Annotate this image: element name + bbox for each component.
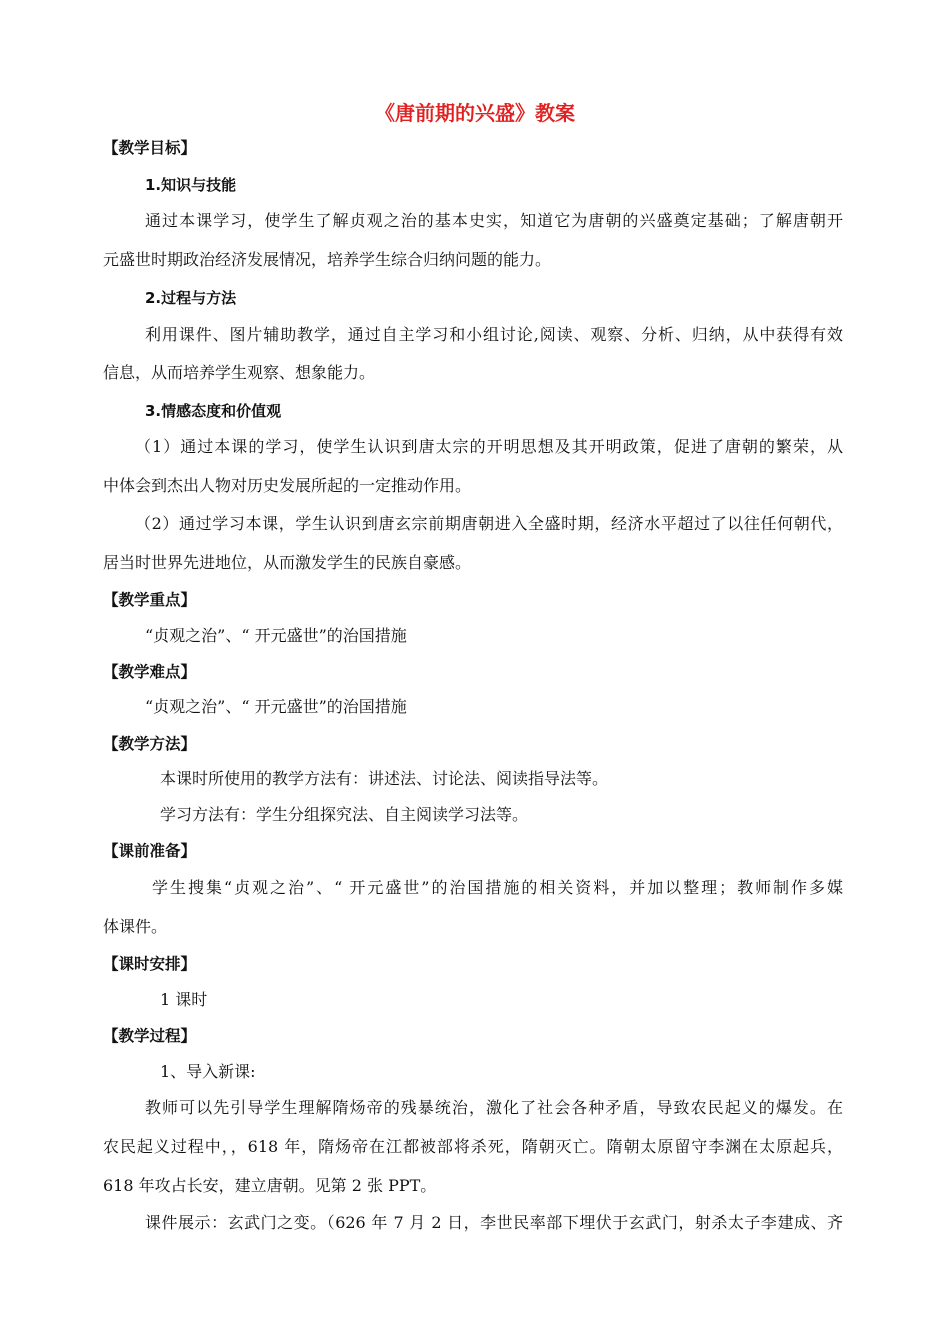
- learning-method-text: 学习方法有：学生分组探究法、自主阅读学习法等。: [160, 805, 529, 824]
- paragraph-line: 元盛世时期政治经济发展情况，培养学生综合归纳问题的能力。: [103, 250, 552, 269]
- paragraph-line: 信息，从而培养学生观察、想象能力。: [103, 363, 376, 382]
- step-import-new-lesson: 1、导入新课:: [160, 1062, 256, 1081]
- heading-preparation: 【课前准备】: [103, 842, 197, 860]
- paragraph-line: 学生搜集“贞观之治”、“ 开元盛世”的治国措施的相关资料，并加以整理；教师制作多媒: [152, 878, 843, 897]
- teaching-method-text: 本课时所使用的教学方法有：讲述法、讨论法、阅读指导法等。: [160, 769, 609, 788]
- difficult-points-text: “贞观之治”、“ 开元盛世”的治国措施: [145, 697, 407, 716]
- paragraph-line: （2）通过学习本课，学生认识到唐玄宗前期唐朝进入全盛时期，经济水平超过了以往任何朝代，: [135, 514, 843, 533]
- paragraph-line: 618 年攻占长安，建立唐朝。见第 2 张 PPT。: [103, 1176, 437, 1195]
- paragraph-line: 课件展示：玄武门之变。（626 年 7 月 2 日，李世民率部下埋伏于玄武门，射杀太子李建成、齐: [145, 1213, 843, 1232]
- subheading-knowledge-skills: 1.知识与技能: [145, 176, 237, 194]
- key-points-text: “贞观之治”、“ 开元盛世”的治国措施: [145, 626, 407, 645]
- heading-difficult-points: 【教学难点】: [103, 663, 197, 681]
- heading-teaching-method: 【教学方法】: [103, 735, 197, 753]
- schedule-text: 1 课时: [160, 990, 208, 1009]
- paragraph-line: 农民起义过程中，，618 年，隋炀帝在江都被部将杀死，隋朝灭亡。隋朝太原留守李渊在太原起兵，: [103, 1137, 843, 1156]
- paragraph-line: （1）通过本课的学习，使学生认识到唐太宗的开明思想及其开明政策，促进了唐朝的繁荣，从: [135, 437, 843, 456]
- heading-key-points: 【教学重点】: [103, 591, 197, 609]
- paragraph-line: 利用课件、图片辅助教学，通过自主学习和小组讨论,阅读、观察、分析、归纳，从中获得有效: [145, 325, 843, 344]
- paragraph-line: 教师可以先引导学生理解隋炀帝的残暴统治，激化了社会各种矛盾，导致农民起义的爆发。在: [145, 1098, 843, 1117]
- paragraph-line: 体课件。: [103, 917, 168, 936]
- heading-schedule: 【课时安排】: [103, 955, 197, 973]
- heading-teaching-process: 【教学过程】: [103, 1027, 197, 1045]
- paragraph-line: 居当时世界先进地位，从而激发学生的民族自豪感。: [103, 553, 472, 572]
- paragraph-line: 中体会到杰出人物对历史发展所起的一定推动作用。: [103, 476, 472, 495]
- paragraph-line: 通过本课学习，使学生了解贞观之治的基本史实，知道它为唐朝的兴盛奠定基础；了解唐朝开: [145, 211, 843, 230]
- heading-teaching-goals: 【教学目标】: [103, 139, 197, 157]
- document-title: 《唐前期的兴盛》教案: [375, 101, 575, 125]
- subheading-process-method: 2.过程与方法: [145, 289, 237, 307]
- subheading-emotion-values: 3.情感态度和价值观: [145, 402, 282, 420]
